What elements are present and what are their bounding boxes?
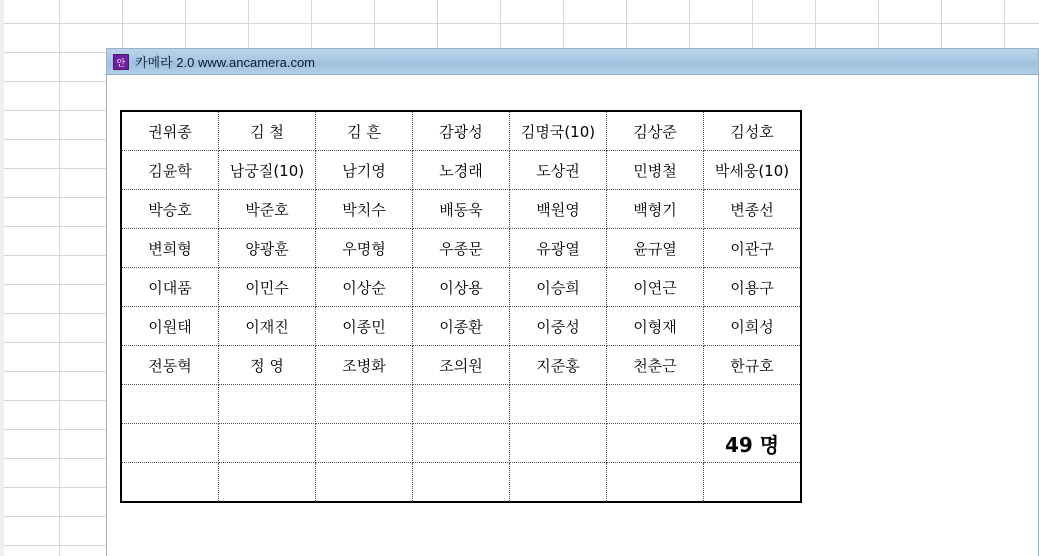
table-cell: 이관구 xyxy=(704,229,802,268)
table-cell: 천춘근 xyxy=(607,346,704,385)
table-cell: 백형기 xyxy=(607,190,704,229)
table-cell: 이연근 xyxy=(607,268,704,307)
table-cell xyxy=(316,385,413,424)
table-row xyxy=(121,307,801,346)
table-cell xyxy=(704,385,802,424)
window-title: 카메라 2.0 www.ancamera.com xyxy=(135,55,316,70)
table-cell xyxy=(121,463,219,503)
table-cell: 윤규열 xyxy=(607,229,704,268)
table-cell: 우종문 xyxy=(413,229,510,268)
table-row xyxy=(121,463,801,503)
table-cell xyxy=(219,463,316,503)
table-cell: 노경래 xyxy=(413,151,510,190)
table-cell: 이원태 xyxy=(121,307,219,346)
table-cell: 이승희 xyxy=(510,268,607,307)
table-cell: 정 영 xyxy=(219,346,316,385)
name-list-table xyxy=(120,110,802,503)
table-cell: 박세웅(10) xyxy=(704,151,802,190)
table-row xyxy=(121,346,801,385)
table-cell: 배동욱 xyxy=(413,190,510,229)
table-cell xyxy=(510,424,607,463)
table-cell: 한규호 xyxy=(704,346,802,385)
table-cell: 조의원 xyxy=(413,346,510,385)
table-cell: 도상권 xyxy=(510,151,607,190)
table-cell: 이상용 xyxy=(413,268,510,307)
table-row xyxy=(121,190,801,229)
window-body xyxy=(107,75,1038,556)
table-cell: 이대품 xyxy=(121,268,219,307)
table-cell: 우명형 xyxy=(316,229,413,268)
table-cell xyxy=(121,385,219,424)
table-cell: 김윤학 xyxy=(121,151,219,190)
table-cell xyxy=(704,463,802,503)
table-row xyxy=(121,229,801,268)
table-cell: 양광훈 xyxy=(219,229,316,268)
window-titlebar[interactable] xyxy=(107,49,1038,75)
table-cell xyxy=(607,424,704,463)
table-row xyxy=(121,424,801,463)
table-cell: 김 흔 xyxy=(316,111,413,151)
table-cell xyxy=(219,385,316,424)
table-cell xyxy=(121,424,219,463)
table-cell: 이재진 xyxy=(219,307,316,346)
table-cell: 유광열 xyxy=(510,229,607,268)
table-cell: 김명국(10) xyxy=(510,111,607,151)
table-cell xyxy=(413,424,510,463)
spreadsheet-left-margin xyxy=(0,0,4,556)
table-cell: 조병화 xyxy=(316,346,413,385)
table-cell: 이민수 xyxy=(219,268,316,307)
table-cell: 권위종 xyxy=(121,111,219,151)
name-list-body xyxy=(121,111,801,502)
table-cell: 이종환 xyxy=(413,307,510,346)
table-row xyxy=(121,151,801,190)
table-row xyxy=(121,385,801,424)
table-cell: 남궁질(10) xyxy=(219,151,316,190)
table-cell xyxy=(316,424,413,463)
table-cell xyxy=(413,463,510,503)
total-count-cell: 49 명 xyxy=(704,424,802,463)
table-cell: 남기영 xyxy=(316,151,413,190)
table-cell: 박치수 xyxy=(316,190,413,229)
table-cell: 변희형 xyxy=(121,229,219,268)
table-cell: 감광성 xyxy=(413,111,510,151)
table-cell: 이중성 xyxy=(510,307,607,346)
table-cell: 전동혁 xyxy=(121,346,219,385)
table-cell: 백원영 xyxy=(510,190,607,229)
table-cell xyxy=(510,385,607,424)
table-cell: 박준호 xyxy=(219,190,316,229)
table-cell: 김상준 xyxy=(607,111,704,151)
table-cell xyxy=(316,463,413,503)
table-row xyxy=(121,268,801,307)
table-cell: 김 철 xyxy=(219,111,316,151)
table-cell xyxy=(607,385,704,424)
table-cell xyxy=(219,424,316,463)
table-cell: 박승호 xyxy=(121,190,219,229)
table-cell: 이용구 xyxy=(704,268,802,307)
table-cell: 변종선 xyxy=(704,190,802,229)
table-row xyxy=(121,111,801,151)
table-cell xyxy=(607,463,704,503)
table-cell xyxy=(510,463,607,503)
camera-capture-window[interactable] xyxy=(106,48,1039,556)
ancamera-app-icon: 안 xyxy=(113,54,129,70)
table-cell: 이형재 xyxy=(607,307,704,346)
table-cell: 지준홍 xyxy=(510,346,607,385)
table-cell: 김성호 xyxy=(704,111,802,151)
table-cell: 이희성 xyxy=(704,307,802,346)
table-cell xyxy=(413,385,510,424)
table-cell: 이상순 xyxy=(316,268,413,307)
table-cell: 민병철 xyxy=(607,151,704,190)
table-cell: 이종민 xyxy=(316,307,413,346)
